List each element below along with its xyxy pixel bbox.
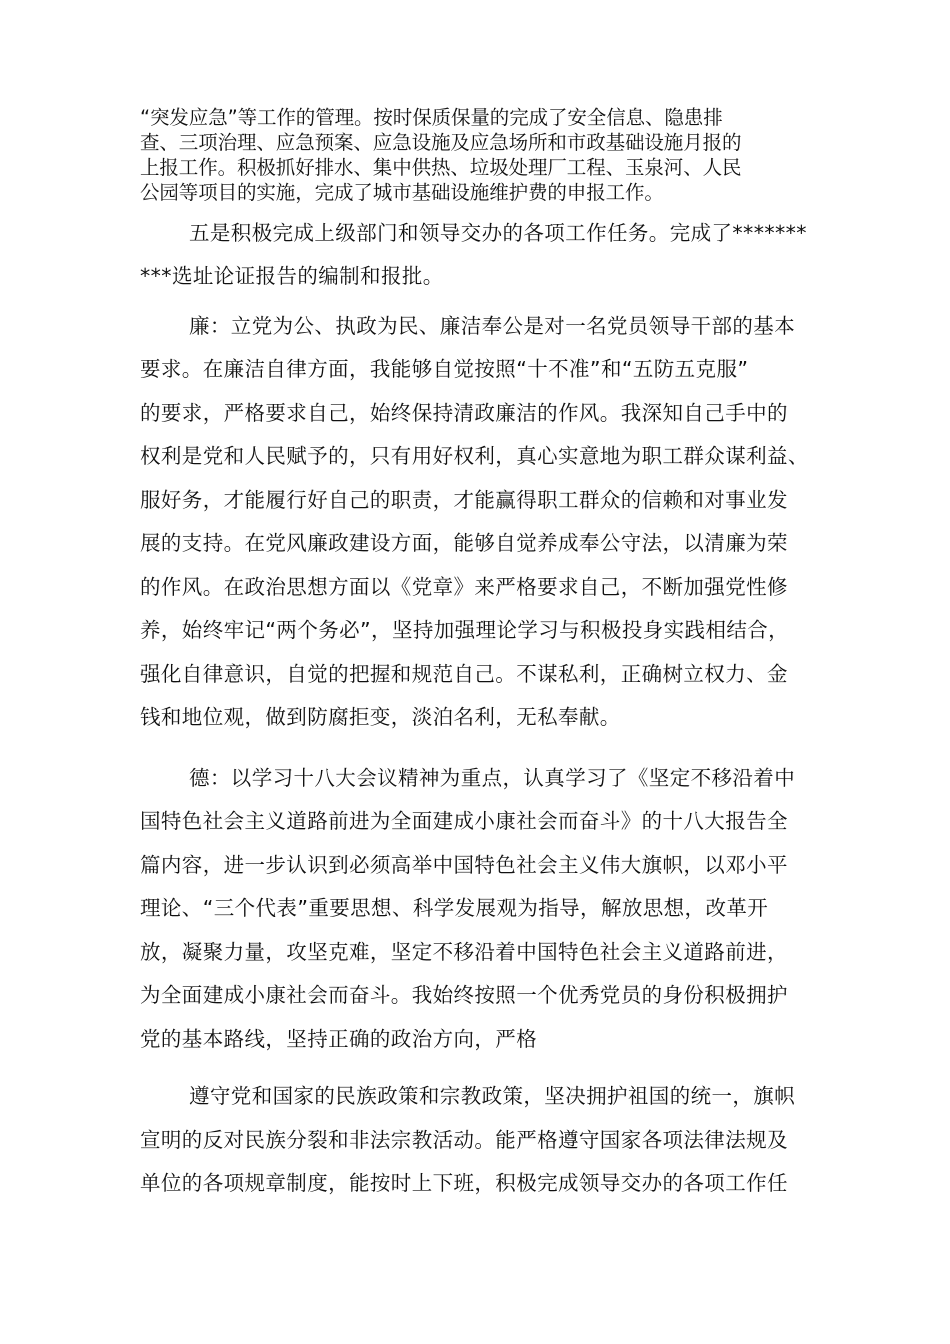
text-line: “突发应急”等工作的管理。按时保质保量的完成了安全信息、隐患排 <box>140 106 723 129</box>
text-line: 公园等项目的实施，完成了城市基础设施维护费的申报工作。 <box>140 181 664 204</box>
text-line: 理论、“三个代表”重要思想、科学发展观为指导，解放思想，改革开 <box>140 896 769 920</box>
text-line: 为全面建成小康社会而奋斗。我始终按照一个优秀党员的身份积极拥护 <box>140 983 788 1007</box>
text-line: 养，始终牢记“两个务必”，坚持加强理论学习与积极投身实践相结合， <box>140 618 790 642</box>
text-line: 单位的各项规章制度，能按时上下班，积极完成领导交办的各项工作任 <box>140 1171 788 1195</box>
text-line: 服好务，才能履行好自己的职责，才能赢得职工群众的信赖和对事业发 <box>140 488 788 512</box>
text-line: 展的支持。在党风廉政建设方面，能够自觉养成奉公守法，以清廉为荣 <box>140 531 788 555</box>
text-line: 五是积极完成上级部门和领导交办的各项工作任务。完成了******* <box>189 221 807 245</box>
text-line: 宣明的反对民族分裂和非法宗教活动。能严格遵守国家各项法律法规及 <box>140 1128 788 1152</box>
text-line: 上报工作。积极抓好排水、集中供热、垃圾处理厂工程、玉泉河、人民 <box>140 156 742 179</box>
text-line: 党的基本路线，坚持正确的政治方向，严格 <box>140 1027 538 1051</box>
text-line: 廉：立党为公、执政为民、廉洁奉公是对一名党员领导干部的基本 <box>189 314 796 338</box>
text-line: 国特色社会主义道路前进为全面建成小康社会而奋斗》的十八大报告全 <box>140 809 788 833</box>
text-line: 篇内容，进一步认识到必须高举中国特色社会主义伟大旗帜，以邓小平 <box>140 853 788 877</box>
text-line: 钱和地位观，做到防腐拒变，淡泊名利，无私奉献。 <box>140 705 621 729</box>
text-line: 德：以学习十八大会议精神为重点，认真学习了《坚定不移沿着中 <box>189 766 796 790</box>
text-line: 的作风。在政治思想方面以《党章》来严格要求自己，不断加强党性修 <box>140 575 788 599</box>
text-line: 的要求，严格要求自己，始终保持清政廉洁的作风。我深知自己手中的 <box>140 401 788 425</box>
text-line: 遵守党和国家的民族政策和宗教政策，坚决拥护祖国的统一，旗帜 <box>189 1084 796 1108</box>
text-line: 强化自律意识，自觉的把握和规范自己。不谋私利，正确树立权力、金 <box>140 662 788 686</box>
text-line: 权利是党和人民赋予的，只有用好权利，真心实意地为职工群众谋利益、 <box>140 444 809 468</box>
text-line: 放，凝聚力量，攻坚克难，坚定不移沿着中国特色社会主义道路前进， <box>140 940 788 964</box>
text-line: ***选址论证报告的编制和报批。 <box>140 264 444 288</box>
text-line: 要求。在廉洁自律方面，我能够自觉按照“十不准”和“五防五克服” <box>140 357 749 381</box>
text-line: 查、三项治理、应急预案、应急设施及应急场所和市政基础设施月报的 <box>140 131 742 154</box>
